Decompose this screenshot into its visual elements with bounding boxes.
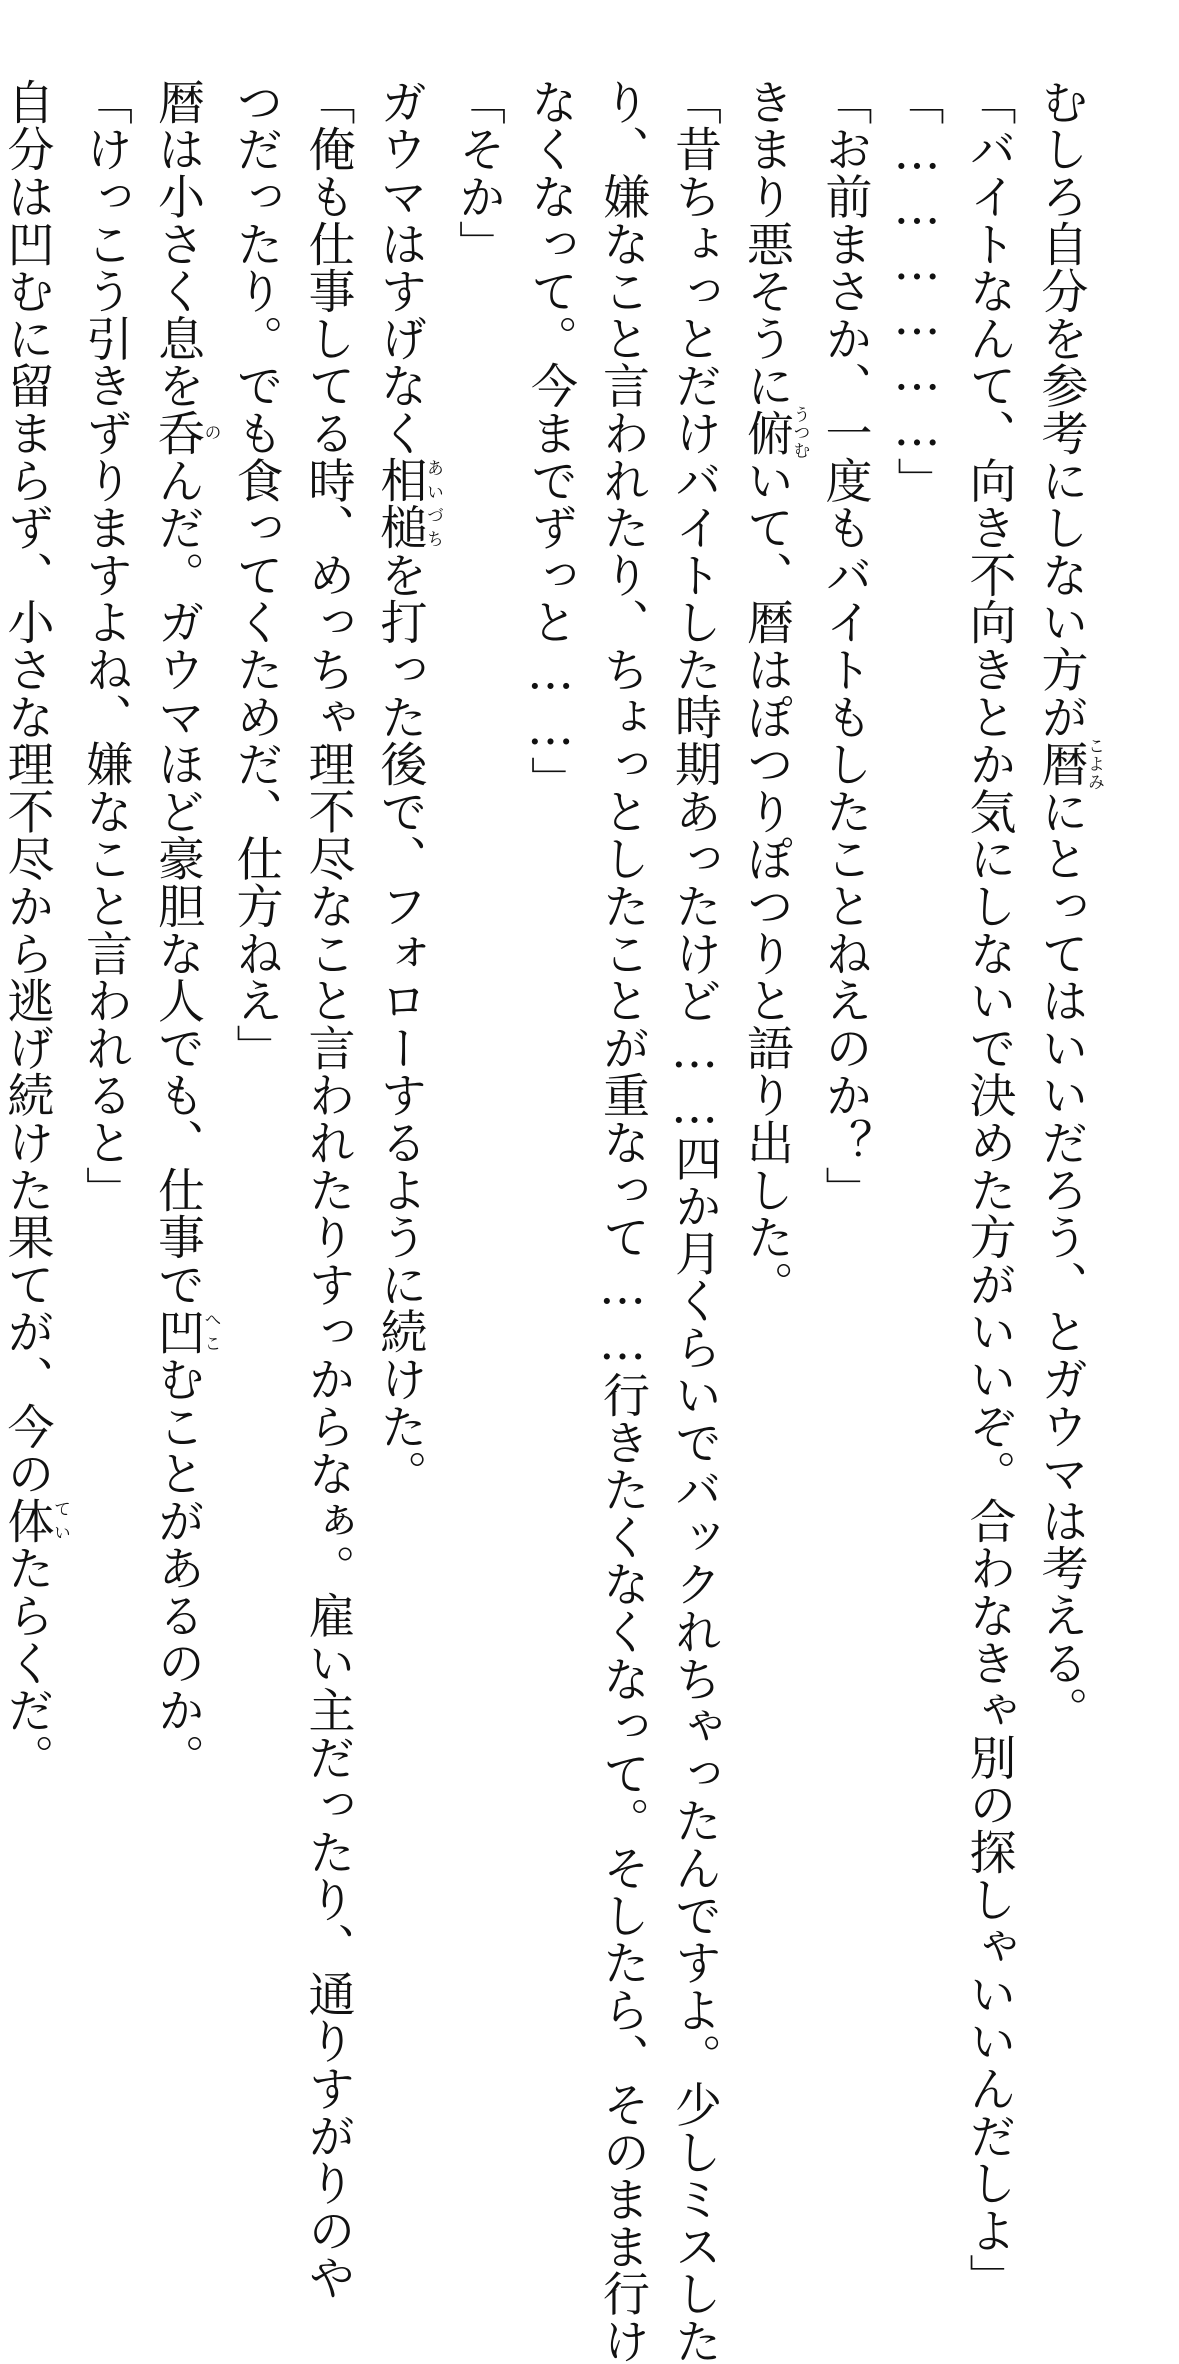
text-line (809, 78, 881, 1838)
text-run: つだったり。でも食ってくためだ、仕方ねえ」 (228, 78, 284, 1072)
text-run: ガウマはすげなく (372, 78, 428, 457)
text-run: きまり悪そうに (739, 78, 794, 410)
text-run: 「けっこう引きずりますよね、嫌なこと言われると」 (78, 78, 133, 1214)
text-run: 自分は凹むに留まらず、小さな理不尽から逃げ続けた果てが、今の (0, 78, 55, 1497)
text-run: いて、暦はぽつりぽつりと語り出した。 (739, 456, 794, 1308)
ruby-annotation: 俯うつむ (739, 405, 810, 460)
text-line (514, 78, 586, 1838)
text-run: り、嫌なこと言われたり、ちょっとしたことが重なって……行きたくなくなって。そしたら、そのまま行け (595, 78, 650, 2364)
text-run: 「………………」 (889, 78, 945, 505)
text-line (364, 78, 443, 1838)
text-line (0, 78, 69, 1838)
text-line (220, 78, 292, 1838)
text-run: むしろ自分を参考にしない方が (1033, 78, 1089, 741)
text-run: を打った後で、フォローするように続けた。 (372, 551, 428, 1498)
text-line (586, 78, 658, 2364)
text-run: 「バイトなんて、向き不向きとか気にしないで決めた方がいいぞ。合わなきゃ別の探しゃいいんだしよ」 (961, 78, 1017, 2302)
text-run: 「俺も仕事してる時、めっちゃ理不尽なこと言われたりすっからなぁ。雇い主だったり、通りすがりのや (300, 78, 356, 2302)
text-run: 「昔ちょっとだけバイトした時期あったけど……四か月くらいでバックれちゃったんですよ。少しミスした (667, 78, 722, 2364)
vertical-text-block (0, 78, 1104, 2364)
ruby-annotation: 体てい (0, 1497, 70, 1545)
text-run: 「お前まさか、一度もバイトもしたことねえのか？」 (817, 78, 873, 1214)
text-line (69, 78, 141, 1838)
ruby-annotation: 呑の (150, 409, 221, 457)
text-run: なくなって。今までずっと……」 (523, 78, 578, 804)
text-line (881, 78, 953, 1838)
text-line (1025, 78, 1104, 1838)
text-line (141, 78, 220, 1838)
text-line (730, 78, 809, 1838)
ruby-annotation: 凹へこ (150, 1307, 221, 1356)
text-line (953, 78, 1025, 2302)
ruby-annotation: 相槌あいづち (372, 456, 443, 552)
text-run: 「そか」 (451, 78, 506, 268)
text-run: たらくだ。 (0, 1544, 55, 1781)
ruby-annotation: 暦こよみ (1033, 736, 1104, 791)
text-line (658, 78, 730, 2364)
text-run: 暦は小さく息を (150, 78, 205, 410)
text-run: んだ。ガウマほど豪胆な人でも、仕事で (150, 456, 205, 1308)
text-line (442, 78, 514, 1838)
text-run: むことがあるのか。 (150, 1355, 205, 1781)
text-run: にとってはいいだろう、とガウマは考える。 (1033, 787, 1089, 1734)
text-line (292, 78, 364, 2302)
